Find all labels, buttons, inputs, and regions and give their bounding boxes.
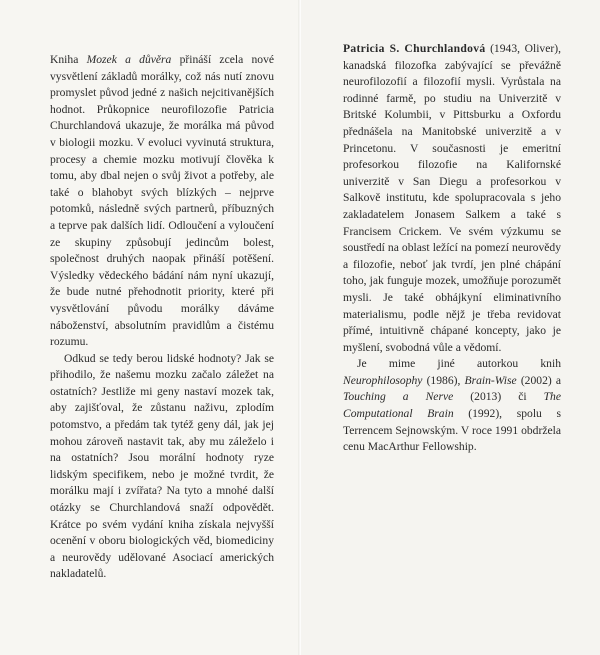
book-title: Touching a Nerve [343,390,454,404]
description-text: přináší zcela nové vysvětlení základů morálky, což nás nutí znovu promyslet původ jedné z našich nejcitivanějších hodnot. Průkopnice neurofilozofie Patricia Churchlandová ukazuje, že morálka má původ v biologii mozku. V evoluci vyvinutá struktura, procesy a chemie mozku motivují člověka k tomu, aby dbal nejen o svůj život a potřeby, ale také o blahobyt svých blízkých – nejprve potomků, následně svých partnerů, příbuzných a teprve pak dalších lidí. Odloučení a vyloučení ze skupiny způsobují jedincům bolest, společnost druhých naopak přináší potěšení. Výsledky vědeckého bádání nám nyní ukazují, že bude nutné přehodnotit priority, které při vysvětlování původu morálky dáváme náboženství, absolutním pravidlům a čistému rozumu. [50,53,275,349]
author-bio [343,41,561,456]
bio-text: (1943, Oliver), kanadská filozofka zabývající se převážně neurofilozofií a filozofií mysli. Vyrůstala na rodinné farmě, po studiu na Univerzitě v Britské Kolumbii, v Pittsburku a Oxfordu přednášela na Manitobské univerzitě a v Princetonu. V současnosti je emeritní profesorkou filozofie na Kalifornské univerzitě v San Diegu a profesorkou v Salkově institutu, kde spolupracovala s jeho zakladatelem Jonasem Salkem a také s Francisem Crickem. Ve svém výzkumu se soustředí na oblast ležící na pomezí neurovědy a filozofie, neboť jak tvrdí, jen plné chápání toho, jak funguje mozek, umožňuje porozumět mysli. Je také obhájkyní eliminativního materialismu, podle nějž je třeba revidovat přímé, intuitivně chápané koncepty, jako je myšlení, svobodná vůle a vědomí. [343,42,561,354]
book-title: Brain-Wise [464,373,517,387]
bio-text: (1986), [422,373,465,387]
book-title: The Computational Brain [343,390,561,421]
description-text: Kniha [50,53,87,66]
book-title: Mozek a důvěra [86,53,172,66]
description-paragraph-1 [50,52,274,351]
bio-paragraph-2 [343,356,561,456]
bio-text: (2013) či [453,390,544,404]
bio-paragraph-1 [343,41,561,356]
book-description [50,52,274,583]
right-page [301,0,600,655]
description-paragraph-2: Odkud se tedy berou lidské hodnoty? Jak se přihodilo, že našemu mozku začalo záležet na ostatních? Jestliže mi geny nastaví mozek tak, aby zajišťoval, že zůstanu naživu, zplodím potomstvo, a předám tak tytéž geny dál, jak jej mohou zároveň nastavit tak, aby mu záleželo i na ostatních? Jsou morální hodnoty ryze lidským specifikem, nebo je možné tvrdit, že morálku mají i zvířata? Na tyto a mnohé další otázky se Churchlandová snaží odpovědět. Krátce po svém vydání kniha získala nejvyšší ocenění v oboru biologických věd, biomediciny a neurovědy udělované Asociací amerických nakladatelů. [50,351,274,581]
bio-text: Je mime jiné autorkou knih [357,357,561,371]
bio-text: (2002) a [516,373,562,387]
author-name: Patricia S. Churchlandová [343,42,486,55]
bio-text: (1992), spolu s Terrencem Sejnowským. V roce 1991 obdržela cenu MacArthur Fellowship. [343,407,561,454]
book-title: Neurophilosophy [343,373,423,387]
